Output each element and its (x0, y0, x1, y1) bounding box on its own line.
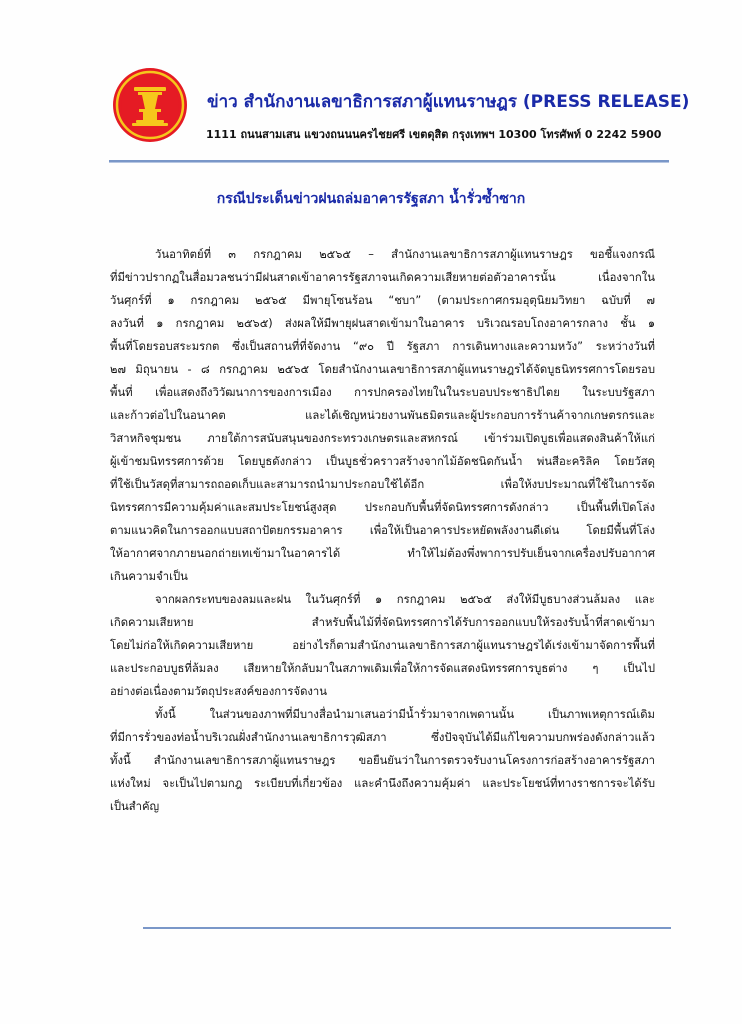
paragraph-1 (110, 243, 655, 588)
text-line: และประกอบบูธที่ล้มลง เสียหายให้กลับมาในสภาพเดิมเพื่อให้การจัดแสดงนิทรรศการบูธต่าง ๆ เป็นไป (110, 662, 655, 675)
text-line: แห่งใหม่ จะเป็นไปตามกฎ ระเบียบที่เกี่ยวข้อง และคำนึงถึงความคุ้มค่า และประโยชน์ที่ทางราชการจะได้รับ (110, 777, 655, 790)
office-address: 1111 ถนนสามเสน แขวงถนนนครไชยศรี เขตดุสิต กรุงเทพฯ 10300 โทรศัพท์ 0 2242 5900 (206, 128, 662, 141)
news-headline: กรณีประเด็นข่าวฝนถล่มอาคารรัฐสภา น้ำรั่วซ้ำซาก (216, 191, 526, 207)
header-divider (109, 160, 669, 163)
text-line: จากผลกระทบของลมและฝน ในวันศุกร์ที่ ๑ กรกฎาคม ๒๕๖๕ ส่งให้มีบูธบางส่วนล้มลง และ (155, 593, 655, 606)
text-line: เกิดความเสียหาย สำหรับพื้นไม้ที่จัดนิทรรศการได้รับการออกแบบให้รองรับน้ำที่สาดเข้ามา (110, 616, 655, 629)
text-line: ที่มีการรั่วของท่อน้ำบริเวณฝั่งสำนักงานเลขาธิการวุฒิสภา ซึ่งปัจจุบันได้มีแก้ไขความบกพร่องดังกล่าวแล้ว (110, 731, 655, 744)
text-line: ให้อากาศจากภายนอกถ่ายเทเข้ามาในอาคารได้ ทำให้ไม่ต้องพึ่งพาการปรับเย็นจากเครื่องปรับอากาศ (110, 547, 655, 560)
text-line: เกินความจำเป็น (110, 570, 188, 583)
text-line: พื้นที่โดยรอบสระมรกต ซึ่งเป็นสถานที่ที่จัดงาน “๙๐ ปี รัฐสภา การเดินทางและความหวัง” ระหว่างวันที่ (110, 340, 655, 353)
text-line: นิทรรศการมีความคุ้มค่าและสมประโยชน์สูงสุด ประกอบกับพื้นที่จัดนิทรรศการดังกล่าว เป็นพื้นที่เปิดโล่ง (110, 501, 655, 514)
text-line: วันอาทิตย์ที่ ๓ กรกฎาคม ๒๕๖๕ – สำนักงานเลขาธิการสภาผู้แทนราษฎร ขอชี้แจงกรณี (155, 248, 655, 261)
text-line: ๒๗ มิถุนายน - ๘ กรกฎาคม ๒๕๖๕ โดยสำนักงานเลขาธิการสภาผู้แทนราษฎรได้จัดบูธนิทรรศการโดยรอบ (110, 363, 655, 376)
footer-divider (143, 927, 671, 929)
parliament-seal-icon (112, 67, 188, 143)
text-line: อย่างต่อเนื่องตามวัตถุประสงค์ของการจัดงาน (110, 685, 328, 698)
text-line: โดยไม่ก่อให้เกิดความเสียหาย อย่างไรก็ตามสำนักงานเลขาธิการสภาผู้แทนราษฎรได้เร่งเข้ามาจัดการพื้นที่ (110, 639, 655, 652)
text-line: ลงวันที่ ๑ กรกฎาคม ๒๕๖๕) ส่งผลให้มีพายุฝนสาดเข้ามาในอาคาร บริเวณรอบโถงอาคารกลาง ชั้น ๑ (110, 317, 655, 330)
article-body (110, 243, 655, 818)
text-line: และก้าวต่อไปในอนาคต และได้เชิญหน่วยงานพันธมิตรและผู้ประกอบการร้านค้าจากเกษตรกรและ (110, 409, 655, 422)
text-line: ที่ใช้เป็นวัสดุที่สามารถถอดเก็บและสามารถนำมาประกอบใช้ได้อีก เพื่อให้งบประมาณที่ใช้ในการจัด (110, 478, 655, 491)
press-release-title: ข่าว สำนักงานเลขาธิการสภาผู้แทนราษฎร (PRESS RELEASE) (207, 92, 690, 112)
paragraph-2 (110, 588, 655, 703)
text-line: เป็นสำคัญ (110, 800, 160, 813)
text-line: วันศุกร์ที่ ๑ กรกฎาคม ๒๕๖๕ มีพายุโซนร้อน “ชบา” (ตามประกาศกรมอุตุนิยมวิทยา ฉบับที่ ๗ (110, 294, 655, 307)
text-line: ทั้งนี้ สำนักงานเลขาธิการสภาผู้แทนราษฎร ขอยืนยันว่าในการตรวจรับงานโครงการก่อสร้างอาคารรัฐสภา (110, 754, 655, 767)
text-line: ที่มีข่าวปรากฏในสื่อมวลชนว่ามีฝนสาดเข้าอาคารรัฐสภาจนเกิดความเสียหายต่อตัวอาคารนั้น เนื่องจากใน (110, 271, 655, 284)
text-line: ทั้งนี้ ในส่วนของภาพที่มีบางสื่อนำมาเสนอว่ามีน้ำรั่วมาจากเพดานนั้น เป็นภาพเหตุการณ์เดิม (155, 708, 655, 721)
text-line: ผู้เข้าชมนิทรรศการด้วย โดยบูธดังกล่าว เป็นบูธชั่วคราวสร้างจากไม้อัดชนิดกันน้ำ พ่นสีอะคริลิค โดยวัสดุ (110, 455, 655, 468)
text-line: พื้นที่ เพื่อแสดงถึงวิวัฒนาการของการเมือง การปกครองไทยในในระบอบประชาธิปไตย ในระบบรัฐสภา (110, 386, 655, 399)
text-line: ตามแนวคิดในการออกแบบสถาปัตยกรรมอาคาร เพื่อให้เป็นอาคารประหยัดพลังงานดีเด่น โดยมีพื้นที่โล่ง (110, 524, 655, 537)
text-line: วิสาหกิจชุมชน ภายใต้การสนับสนุนของกระทรวงเกษตรและสหกรณ์ เข้าร่วมเปิดบูธเพื่อแสดงสินค้าให้แก่ (110, 432, 655, 445)
paragraph-3 (110, 703, 655, 818)
